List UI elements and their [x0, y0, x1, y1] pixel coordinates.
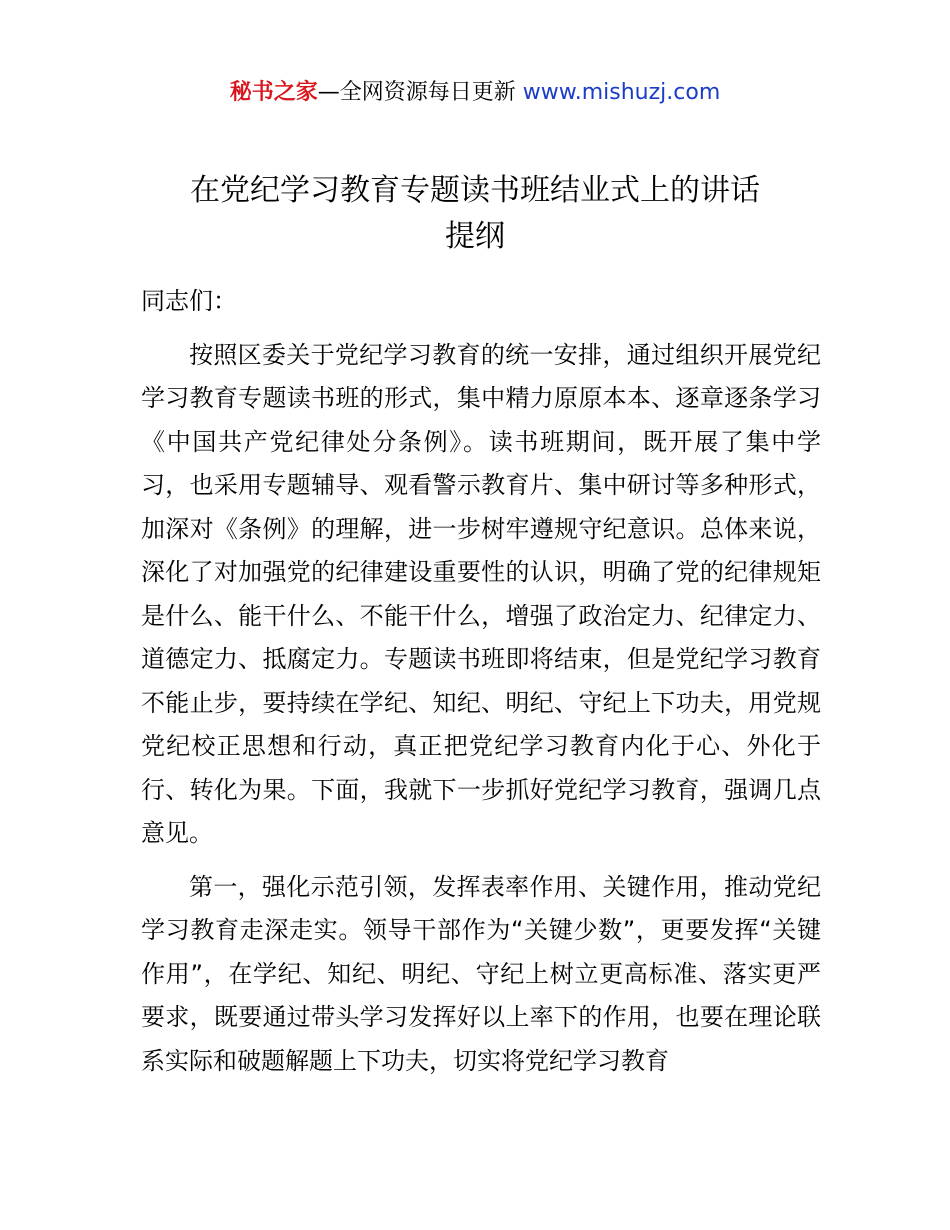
salutation: 同志们： — [141, 287, 237, 315]
document-title — [0, 168, 950, 260]
paragraph-2: 第一，强化示范引领，发挥表率作用、关键作用，推动党纪学习教育走深走实。领导干部作为“关键少数”，更要发挥“关键作用”，在学纪、知纪、明纪、守纪上树立更高标准、落实更严要求，既要通过带头学习发挥好以上率下的作用，也要在理论联系实际和破题解题上下功夫，切实将党纪学习教育 — [141, 872, 821, 1075]
document-body — [141, 280, 821, 1083]
paragraph-1: 按照区委关于党纪学习教育的统一安排，通过组织开展党纪学习教育专题读书班的形式，集中精力原原本本、逐章逐条学习《中国共产党纪律处分条例》。读书班期间，既开展了集中学习，也采用专题辅导、观看警示教育片、集中研讨等多种形式，加深对《条例》的理解，进一步树牢遵规守纪意识。总体来说，深化了对加强党的纪律建设重要性的认识，明确了党的纪律规矩是什么、能干什么、不能干什么，增强了政治定力、纪律定力、道德定力、抵腐定力。专题读书班即将结束，但是党纪学习教育不能止步，要持续在学纪、知纪、明纪、守纪上下功夫，用党规党纪校正思想和行动，真正把党纪学习教育内化于心、外化于行、转化为果。下面，我就下一步抓好党纪学习教育，强调几点意见。 — [141, 340, 821, 847]
document-title-line-1: 在党纪学习教育专题读书班结业式上的讲话 — [190, 173, 760, 208]
site-header — [0, 78, 950, 108]
site-tagline: —全网资源每日更新 — [317, 80, 523, 105]
document-title-line-2: 提纲 — [445, 219, 505, 254]
site-brand: 秘书之家 — [229, 80, 318, 105]
site-url-link[interactable]: www.mishuzj.com — [522, 80, 721, 105]
